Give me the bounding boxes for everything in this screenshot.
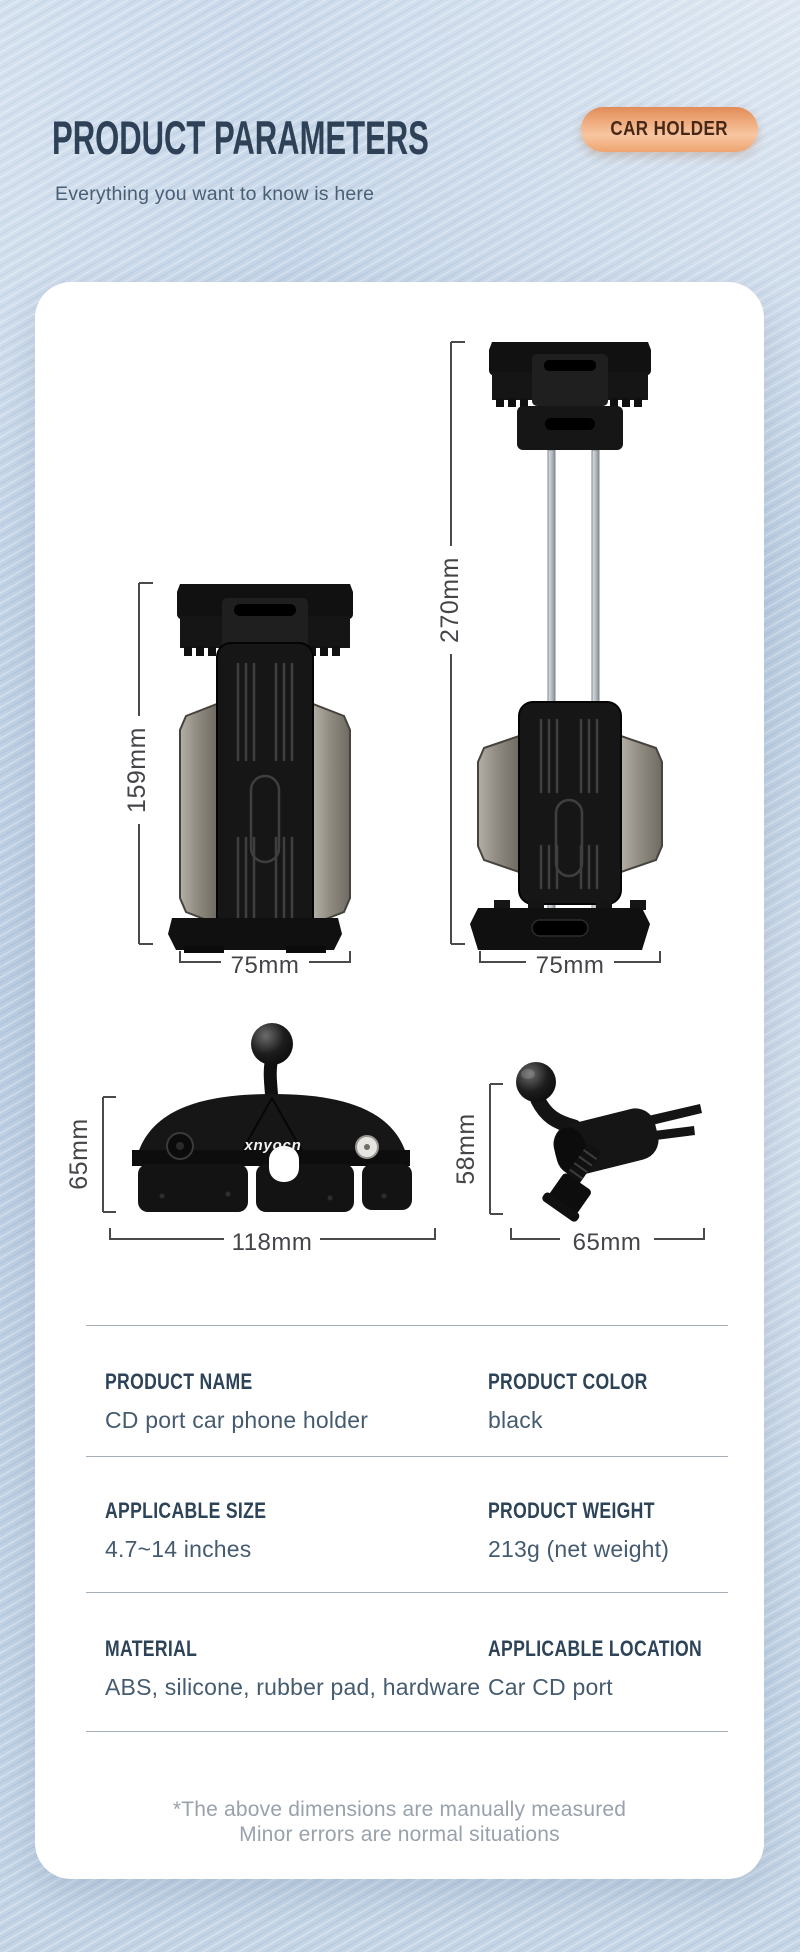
product-cd-mount bbox=[132, 1023, 412, 1212]
divider bbox=[86, 1456, 728, 1457]
dim-line-cd-mount-height bbox=[103, 1097, 116, 1212]
spec-label-material: MATERIAL bbox=[105, 1636, 198, 1661]
spec-label-product-name: PRODUCT NAME bbox=[105, 1369, 253, 1394]
dim-label-vent-mount-width: 65mm bbox=[572, 1229, 642, 1256]
dim-label-vent-mount-height: 58mm bbox=[452, 1113, 480, 1185]
footnote-line2: Minor errors are normal situations bbox=[239, 1823, 560, 1846]
category-badge-label: CAR HOLDER bbox=[610, 118, 729, 140]
page-title: PRODUCT PARAMETERS bbox=[52, 111, 429, 164]
spec-value-applicable-location: Car CD port bbox=[488, 1674, 613, 1700]
product-front-view bbox=[168, 584, 353, 953]
dim-label-cd-mount-height: 65mm bbox=[65, 1118, 93, 1190]
dim-line-vent-mount-height bbox=[490, 1084, 503, 1214]
spec-label-applicable-location: APPLICABLE LOCATION bbox=[488, 1636, 703, 1661]
dim-label-cd-mount-width: 118mm bbox=[231, 1229, 313, 1256]
spec-label-product-color: PRODUCT COLOR bbox=[488, 1369, 648, 1394]
spec-value-material: ABS, silicone, rubber pad, hardware bbox=[105, 1674, 481, 1700]
spec-value-product-color: black bbox=[488, 1407, 543, 1433]
footnote-line1: *The above dimensions are manually measured bbox=[172, 1798, 627, 1821]
product-extended-view bbox=[470, 342, 662, 950]
page-subtitle: Everything you want to know is here bbox=[55, 183, 375, 205]
dim-label-extended-width: 75mm bbox=[535, 952, 605, 979]
spec-value-product-weight: 213g (net weight) bbox=[488, 1536, 670, 1562]
dim-label-front-width: 75mm bbox=[230, 952, 300, 979]
spec-value-product-name: CD port car phone holder bbox=[105, 1407, 369, 1433]
dim-label-extended-height: 270mm bbox=[436, 557, 464, 643]
spec-value-applicable-size: 4.7~14 inches bbox=[105, 1536, 252, 1562]
spec-label-product-weight: PRODUCT WEIGHT bbox=[488, 1498, 655, 1523]
divider bbox=[86, 1592, 728, 1593]
brand-logo: xnyocn bbox=[244, 1137, 302, 1154]
product-vent-mount bbox=[516, 1062, 702, 1223]
dim-label-front-height: 159mm bbox=[123, 727, 151, 813]
divider bbox=[86, 1325, 728, 1326]
spec-label-applicable-size: APPLICABLE SIZE bbox=[105, 1498, 267, 1523]
divider bbox=[86, 1731, 728, 1732]
